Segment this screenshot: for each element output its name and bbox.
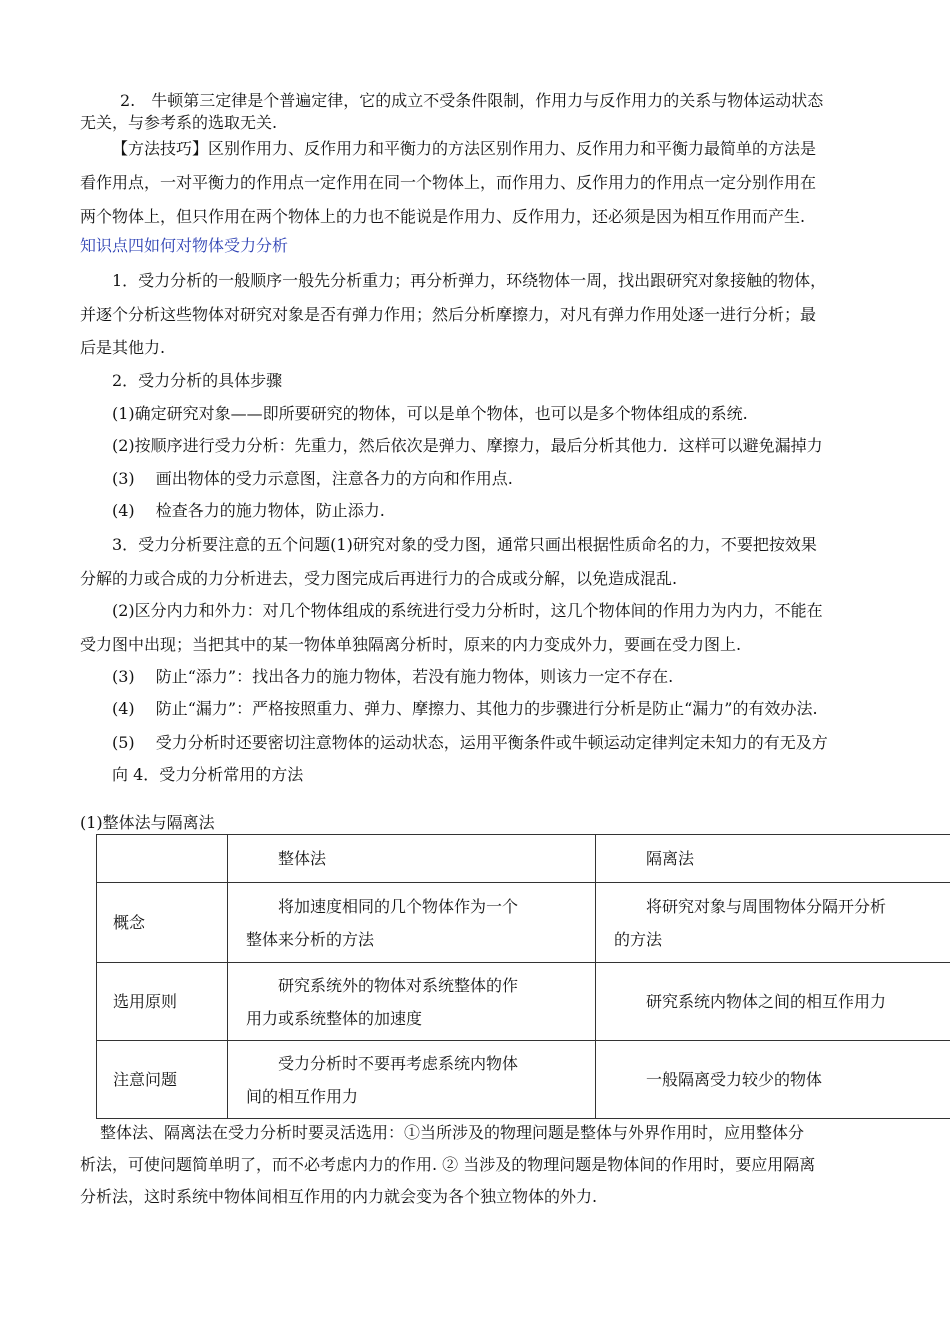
table-caption: (1)整体法与隔离法	[80, 813, 215, 832]
text-line: 分解的力或合成的力分析进去，受力图完成后再进行力的合成或分解，以免造成混乱.	[80, 569, 678, 588]
text-line: 1．受力分析的一般顺序一般先分析重力；再分析弹力，环绕物体一周，找出跟研究对象接触的物体，	[112, 271, 827, 290]
text-line: 向 4．受力分析常用的方法	[112, 765, 304, 784]
cell-text: 受力分析时不要再考虑系统内物体	[278, 1053, 519, 1073]
cell-isolation	[596, 963, 950, 1041]
text-line: 受力图中出现；当把其中的某一物体单独隔离分析时，原来的内力变成外力，要画在受力图上.	[80, 635, 742, 654]
cell-text: 用力或系统整体的加速度	[246, 1008, 423, 1028]
text-line: 并逐个分析这些物体对研究对象是否有弹力作用；然后分析摩擦力，对凡有弹力作用处逐一进行分析；最	[80, 305, 817, 324]
cell-whole	[228, 1041, 596, 1119]
section-heading: 知识点四如何对物体受力分析	[80, 236, 289, 255]
text-line: (4) 检查各力的施力物体，防止添力.	[112, 501, 385, 520]
text-line: (5) 受力分析时还要密切注意物体的运动状态，运用平衡条件或牛顿运动定律判定未知力的有无及方	[112, 733, 828, 752]
cell-isolation	[596, 1041, 950, 1119]
cell-text: 一般隔离受力较少的物体	[646, 1070, 823, 1089]
text-line: (3) 画出物体的受力示意图，注意各力的方向和作用点.	[112, 469, 513, 488]
table-row	[97, 1041, 950, 1119]
text-line: 两个物体上，但只作用在两个物体上的力也不能说是作用力、反作用力，还必须是因为相互作用而产生.	[80, 207, 806, 226]
table-row	[97, 963, 950, 1041]
text-line: (4) 防止“漏力”：严格按照重力、弹力、摩擦力、其他力的步骤进行分析是防止“漏力”的有效办法.	[112, 699, 818, 718]
cell-text: 将研究对象与周围物体分隔开分析	[646, 896, 887, 916]
text-line: 【方法技巧】区别作用力、反作用力和平衡力的方法区别作用力、反作用力和平衡力最简单的方法是	[112, 139, 817, 158]
text-line: (3) 防止“添力”：找出各力的施力物体，若没有施力物体，则该力一定不存在.	[112, 667, 674, 686]
cell-whole	[228, 883, 596, 963]
text-line: (2)区分内力和外力：对几个物体组成的系统进行受力分析时，这几个物体间的作用力为内力，不能在	[112, 601, 823, 620]
cell-text: 间的相互作用力	[246, 1086, 359, 1106]
text-line: 无关，与参考系的选取无关.	[80, 113, 278, 132]
cell-isolation	[596, 883, 950, 963]
row-label: 注意问题	[97, 1041, 228, 1119]
row-label: 选用原则	[97, 963, 228, 1041]
header-cell-whole: 整体法	[228, 835, 596, 883]
text-line: 后是其他力.	[80, 338, 166, 357]
cell-text: 的方法	[614, 929, 663, 949]
text-line: 2．受力分析的具体步骤	[112, 371, 283, 390]
header-cell-empty	[97, 835, 228, 883]
text-line: (2)按顺序进行受力分析：先重力，然后依次是弹力、摩擦力，最后分析其他力．这样可以避免漏掉力	[112, 436, 823, 455]
cell-whole	[228, 963, 596, 1041]
text-line: 分析法，这时系统中物体间相互作用的内力就会变为各个独立物体的外力.	[80, 1187, 598, 1206]
text-line: 整体法、隔离法在受力分析时要灵活选用：①当所涉及的物理问题是整体与外界作用时，应用整体分	[100, 1123, 805, 1142]
row-label: 概念	[97, 883, 228, 963]
cell-text: 整体来分析的方法	[246, 929, 375, 949]
cell-text: 研究系统外的物体对系统整体的作	[278, 975, 519, 995]
header-cell-isolation: 隔离法	[596, 835, 950, 883]
table-row	[97, 883, 950, 963]
table-header-row	[97, 835, 950, 883]
text-line: 2. 牛顿第三定律是个普遍定律，它的成立不受条件限制，作用力与反作用力的关系与物体运动状态	[120, 91, 824, 110]
cell-text: 将加速度相同的几个物体作为一个	[278, 896, 519, 916]
text-line: 看作用点，一对平衡力的作用点一定作用在同一个物体上，而作用力、反作用力的作用点一定分别作用在	[80, 173, 817, 192]
comparison-table	[96, 834, 950, 1119]
text-line: 3．受力分析要注意的五个问题(1)研究对象的受力图，通常只画出根据性质命名的力，不要把按效果	[112, 535, 817, 554]
text-line: (1)确定研究对象——即所要研究的物体，可以是单个物体，也可以是多个物体组成的系统.	[112, 404, 748, 423]
cell-text: 研究系统内物体之间的相互作用力	[646, 992, 887, 1011]
text-line: 析法，可使问题简单明了，而不必考虑内力的作用. ② 当涉及的物理问题是物体间的作用时，要应用隔离	[80, 1155, 816, 1174]
